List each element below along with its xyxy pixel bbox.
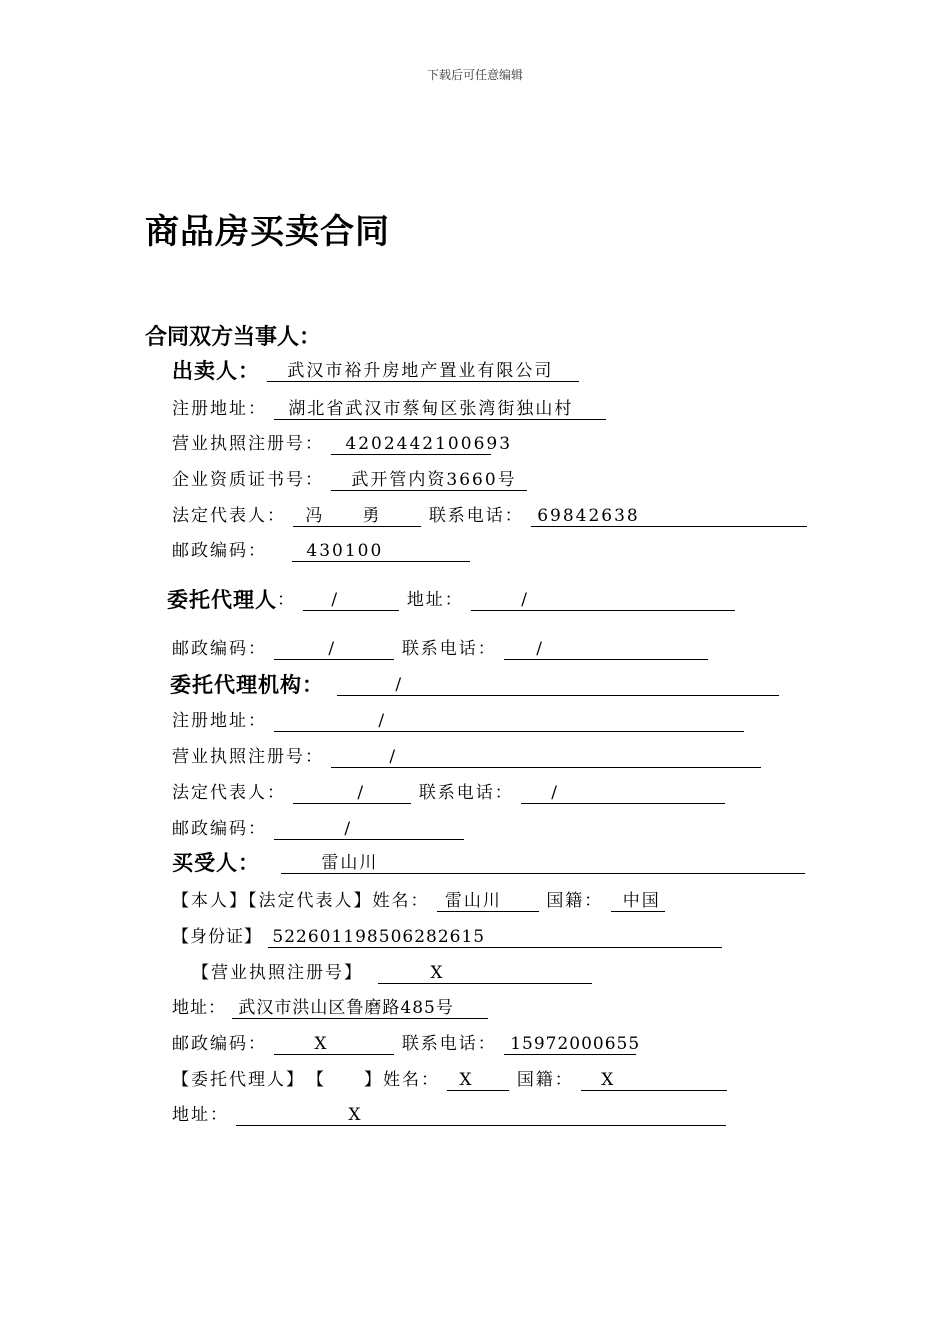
buyer-agent-nation-field[interactable]: X	[581, 1070, 727, 1091]
seller-agency-rep-field[interactable]: /	[293, 783, 411, 804]
seller-agent-addr-field[interactable]: /	[471, 590, 735, 611]
seller-license-field[interactable]: 4202442100693	[331, 434, 491, 455]
buyer-addr-field[interactable]: 武汉市洪山区鲁磨路485号	[232, 998, 488, 1019]
seller-agent-phone-label: 联系电话：	[401, 639, 497, 659]
buyer-biz-label: 【营业执照注册号】	[192, 963, 363, 983]
buyer-agent-nation-label: 国籍：	[516, 1070, 574, 1090]
buyer-agent-addr-field[interactable]: X	[236, 1105, 726, 1126]
buyer-name-field[interactable]: 雷山川	[281, 853, 805, 874]
seller-agency-reg-addr-field[interactable]: /	[274, 711, 744, 732]
seller-agent-field[interactable]: /	[303, 590, 399, 611]
seller-agent-zip-field[interactable]: /	[274, 639, 394, 660]
seller-rep-label: 法定代表人：	[172, 506, 286, 526]
seller-agency-label: 委托代理机构：	[170, 673, 324, 697]
seller-zip-field[interactable]: 430100	[292, 541, 470, 562]
seller-agent-addr-label: 地址：	[406, 590, 464, 610]
seller-agent-colon: ：	[277, 590, 296, 610]
seller-agent-label: 委托代理人	[167, 588, 277, 612]
seller-license-row	[172, 433, 513, 455]
buyer-agent-addr-row	[172, 1104, 726, 1126]
buyer-biz-field[interactable]: X	[378, 963, 592, 984]
page-header-note: 下载后可任意编辑	[426, 68, 523, 82]
seller-agent-zip-row	[172, 638, 708, 660]
seller-name-field[interactable]: 武汉市裕升房地产置业有限公司	[267, 361, 579, 382]
buyer-id-field[interactable]: 522601198506282615	[268, 927, 722, 948]
parties-heading: 合同双方当事人：	[145, 325, 322, 350]
seller-cert-row	[172, 469, 527, 491]
buyer-zip-row	[172, 1033, 641, 1055]
seller-agency-phone-field[interactable]: /	[521, 783, 725, 804]
seller-agency-license-row	[172, 746, 761, 768]
buyer-agent-name-field[interactable]: X	[447, 1070, 509, 1091]
buyer-zip-label: 邮政编码：	[172, 1034, 267, 1054]
seller-label: 出卖人：	[172, 359, 260, 383]
seller-agency-zip-row	[172, 818, 464, 840]
buyer-type-label: 【本人】【法定代表人】姓名：	[172, 891, 430, 911]
seller-reg-addr-field[interactable]: 湖北省武汉市蔡甸区张湾街独山村	[274, 399, 606, 420]
buyer-addr-label: 地址：	[172, 998, 226, 1018]
seller-reg-addr-label: 注册地址：	[172, 399, 267, 419]
buyer-person-row	[172, 890, 665, 912]
seller-agency-zip-field[interactable]: /	[274, 819, 464, 840]
seller-zip-row	[172, 540, 470, 562]
buyer-agent-row	[172, 1069, 727, 1091]
buyer-phone-label: 联系电话：	[401, 1034, 497, 1054]
document-title: 商品房买卖合同	[145, 212, 390, 252]
seller-agency-license-label: 营业执照注册号：	[172, 747, 324, 767]
seller-reg-addr-row	[172, 398, 606, 420]
seller-agency-rep-row	[172, 782, 725, 804]
seller-agency-rep-label: 法定代表人：	[172, 783, 286, 803]
seller-cert-field[interactable]: 武开管内资3660号	[331, 470, 527, 491]
seller-phone-field[interactable]: 69842638	[531, 506, 807, 527]
seller-zip-label: 邮政编码：	[172, 541, 267, 561]
buyer-id-label: 【身份证】	[172, 927, 262, 947]
seller-agent-row	[167, 589, 735, 611]
buyer-nation-label: 国籍：	[546, 891, 604, 911]
buyer-phone-field[interactable]: 15972000655	[504, 1034, 636, 1055]
seller-cert-label: 企业资质证书号：	[172, 470, 324, 490]
seller-agency-field[interactable]: /	[337, 675, 779, 696]
seller-rep-row	[172, 505, 807, 527]
seller-agent-zip-label: 邮政编码：	[172, 639, 267, 659]
seller-agency-phone-label: 联系电话：	[418, 783, 514, 803]
buyer-agent-label: 【委托代理人】 【 】姓名：	[172, 1070, 440, 1090]
buyer-agent-addr-label: 地址：	[172, 1105, 229, 1125]
buyer-biz-row	[192, 962, 592, 984]
seller-agency-zip-label: 邮政编码：	[172, 819, 267, 839]
seller-rep-field[interactable]: 冯 勇	[293, 506, 421, 527]
seller-agency-reg-addr-label: 注册地址：	[172, 711, 267, 731]
seller-license-label: 营业执照注册号：	[172, 434, 324, 454]
buyer-addr-row	[172, 997, 488, 1019]
seller-phone-label: 联系电话：	[428, 506, 524, 526]
seller-row	[172, 360, 579, 382]
seller-agency-reg-addr-row	[172, 710, 744, 732]
buyer-person-name-field[interactable]: 雷山川	[437, 891, 539, 912]
buyer-label: 买受人：	[172, 851, 260, 875]
seller-agent-phone-field[interactable]: /	[504, 639, 708, 660]
buyer-zip-field[interactable]: X	[274, 1034, 394, 1055]
buyer-row	[172, 852, 805, 874]
seller-agency-license-field[interactable]: /	[331, 747, 761, 768]
buyer-id-row	[172, 926, 722, 948]
seller-agency-row	[170, 674, 779, 696]
buyer-nation-field[interactable]: 中国	[611, 891, 665, 912]
